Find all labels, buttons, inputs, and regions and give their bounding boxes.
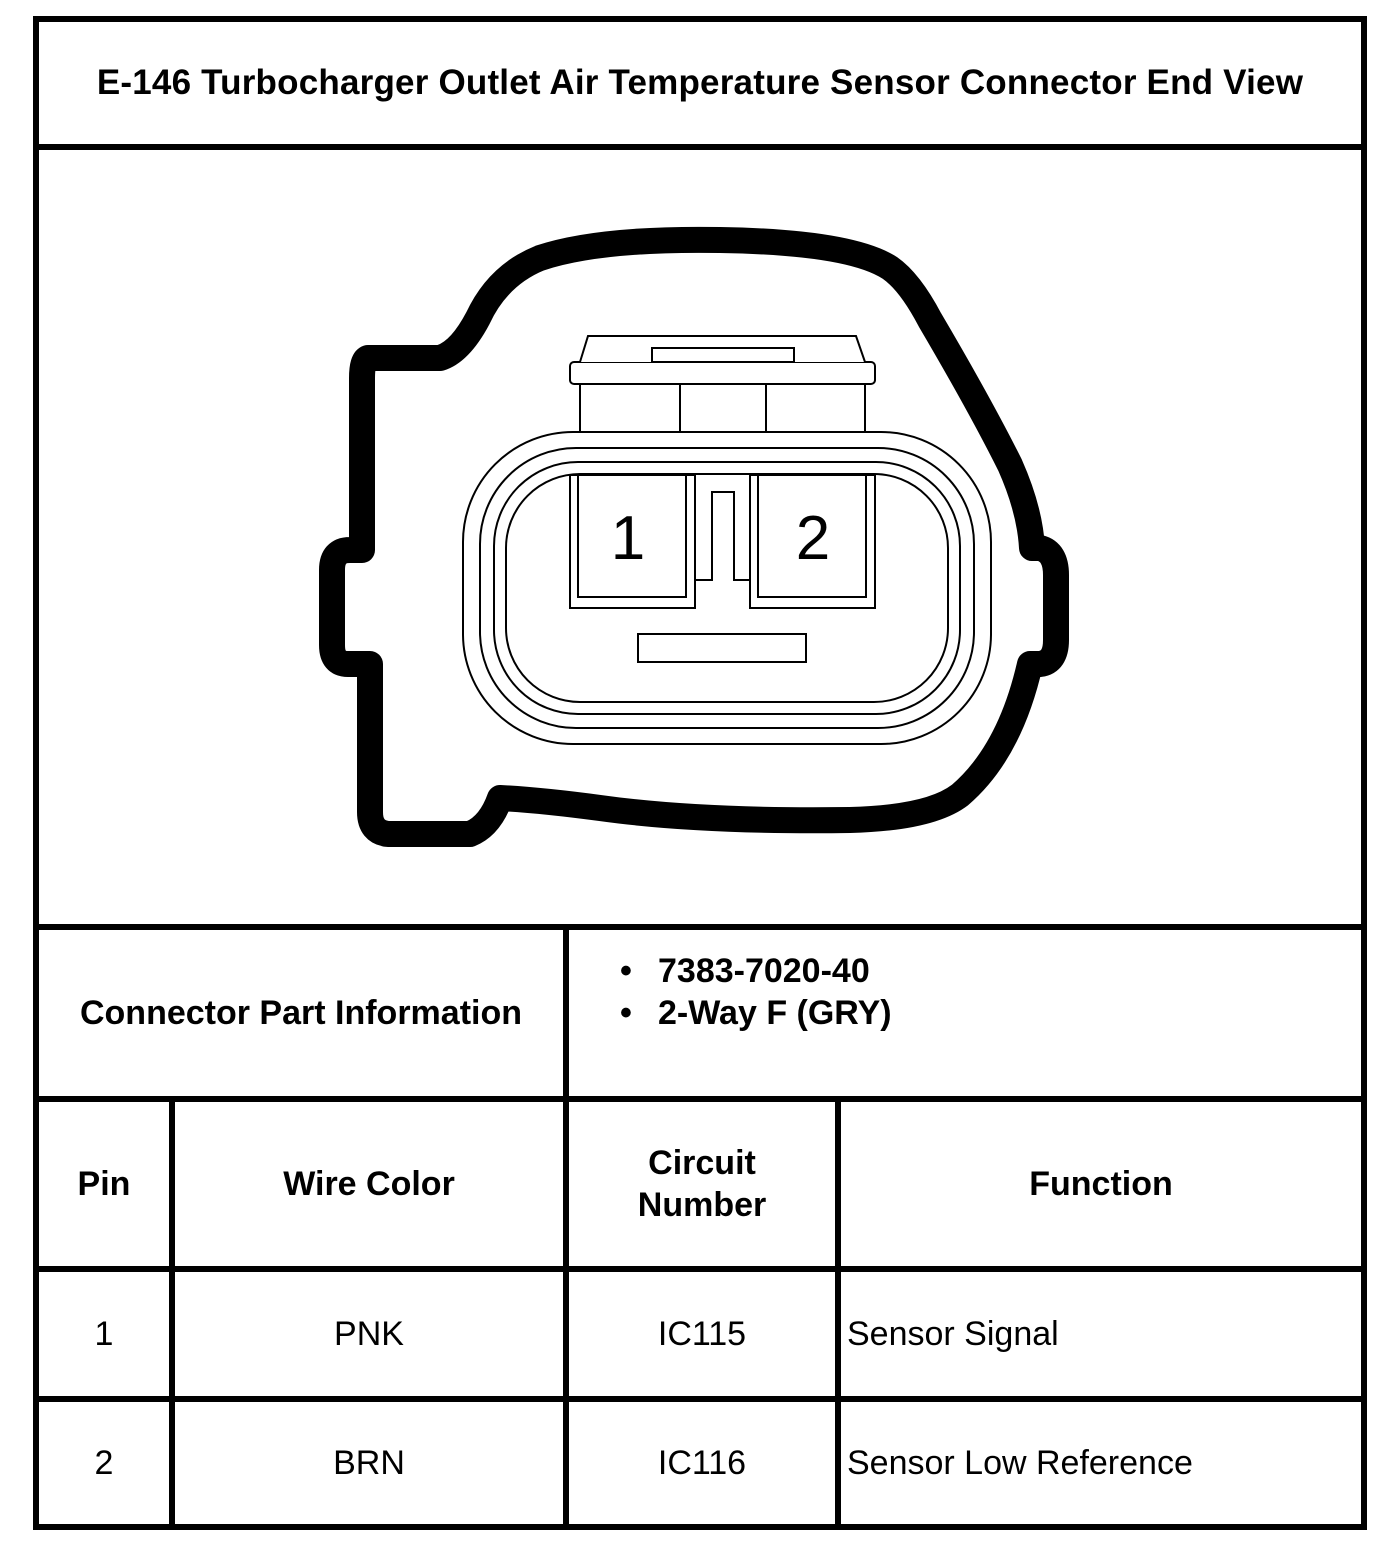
part-info-list (620, 950, 892, 1034)
header-circuit-line-2: Number (637, 1186, 767, 1224)
row-1-function: Sensor Signal (847, 1314, 1059, 1353)
connector-info-sheet (33, 16, 1367, 1530)
header-circuit-line-1: Circuit (648, 1144, 756, 1182)
page-title: E-146 Turbocharger Outlet Air Temperature Sensor Connector End View (96, 63, 1304, 102)
row-1-pin: 1 (94, 1314, 114, 1353)
part-info-item (620, 950, 892, 992)
header-pin: Pin (77, 1165, 131, 1203)
part-number: 7383-7020-40 (658, 952, 870, 990)
divider-col-pin (169, 1096, 175, 1530)
divider-row-1 (33, 1396, 1367, 1402)
bullet-icon: • (620, 952, 632, 990)
divider-col-circuit (835, 1096, 841, 1530)
divider-header (33, 1266, 1367, 1272)
divider-title (33, 144, 1367, 150)
pin-2-label: 2 (795, 504, 831, 573)
row-2-pin: 2 (94, 1443, 114, 1482)
divider-col-wire (563, 1096, 569, 1530)
connector-type: 2-Way F (GRY) (658, 994, 892, 1032)
row-2-wire-color: BRN (333, 1443, 405, 1482)
divider-part-info (33, 1096, 1367, 1102)
row-1-circuit: IC115 (657, 1314, 747, 1353)
divider-part-info-col (563, 924, 569, 1102)
sheet-border (33, 16, 1367, 1530)
row-2-function: Sensor Low Reference (847, 1443, 1193, 1482)
header-function: Function (1029, 1165, 1173, 1203)
bullet-icon: • (620, 994, 632, 1032)
pin-1-label: 1 (610, 504, 646, 573)
part-info-item (620, 992, 892, 1034)
row-2-circuit: IC116 (657, 1443, 747, 1482)
row-1-wire-color: PNK (334, 1314, 404, 1353)
header-wire-color: Wire Color (283, 1165, 455, 1203)
part-info-label: Connector Part Information (79, 994, 523, 1032)
